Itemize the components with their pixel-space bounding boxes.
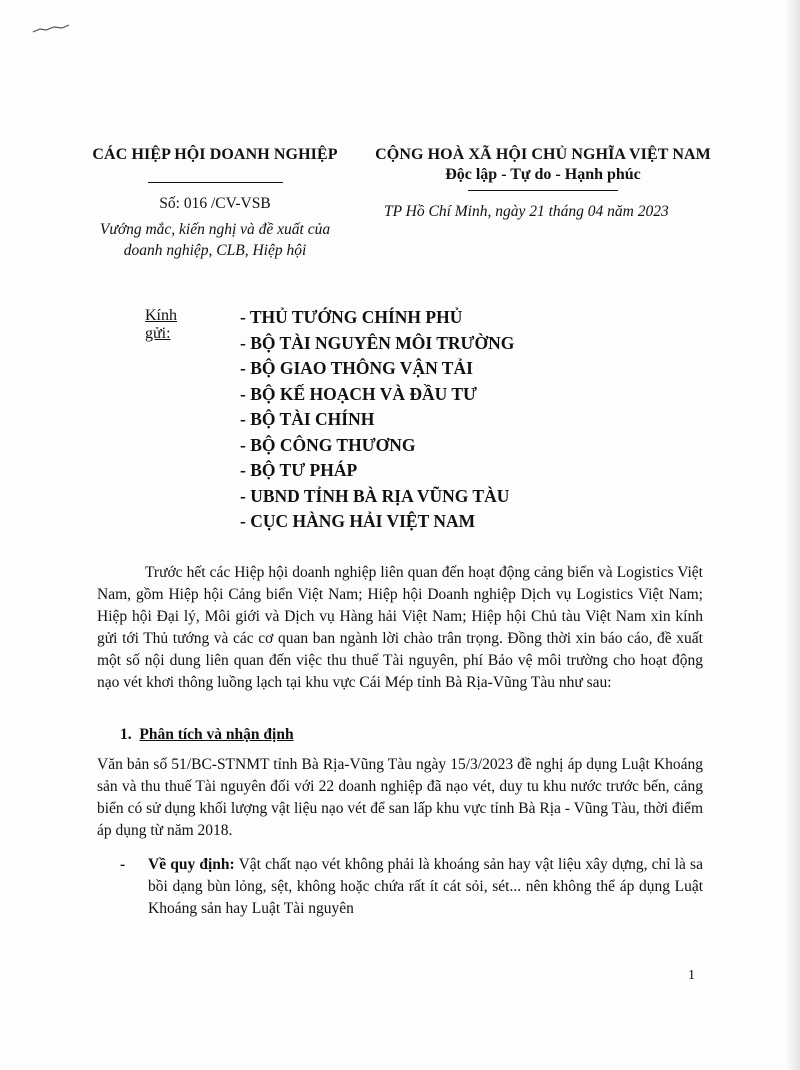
- document-subject: Vướng mắc, kiến nghị và đề xuất của doanh nghiệp, CLB, Hiệp hội: [99, 221, 331, 259]
- recipient-item: - BỘ GIAO THÔNG VẬN TẢI: [240, 358, 473, 378]
- bullet-text: Vật chất nạo vét không phải là khoáng sản hay vật liệu xây dựng, chỉ là sa bồi dạng bùn lỏng, sệt, không hoặc chứa rất ít cát sỏi, sét... nên không thể áp dụng Luật Khoáng sản hay Luật Tài nguyên: [148, 856, 703, 917]
- national-title: CỘNG HOÀ XÃ HỘI CHỦ NGHĨA VIỆT NAM: [375, 146, 711, 163]
- motto-underline: [468, 190, 618, 191]
- bullet-lead: Về quy định:: [148, 856, 235, 873]
- bullet-item: [120, 854, 703, 920]
- header-left: [80, 146, 350, 261]
- national-motto: Độc lập - Tự do - Hạnh phúc: [445, 166, 641, 183]
- recipient-item: - BỘ TÀI CHÍNH: [240, 409, 375, 429]
- recipient-item: - BỘ CÔNG THƯƠNG: [240, 434, 416, 455]
- intro-paragraph: Trước hết các Hiệp hội doanh nghiệp liên quan đến hoạt động cảng biển và Logistics Việt Nam, gồm Hiệp hội Cảng biển Việt Nam; Hiệp hội Doanh nghiệp Dịch vụ Logistics Việt Nam; Hiệp hội Đại lý, Môi giới và Dịch vụ Hàng hải Việt Nam; Hiệp hội Chủ tàu Việt Nam xin kính gửi tới Thủ tướng và các cơ quan ban ngành lời chào trân trọng. Đồng thời xin báo cáo, đề xuất một số nội dung liên quan đến việc thu thuế Tài nguyên, phí Bảo vệ môi trường cho hoạt động nạo vét khơi thông luồng lạch tại khu vực Cái Mép tỉnh Bà Rịa-Vũng Tàu như sau:: [97, 564, 703, 691]
- page-number: 1: [688, 968, 695, 983]
- recipients-list: [240, 305, 660, 535]
- recipient-item: - THỦ TƯỚNG CHÍNH PHỦ: [240, 307, 463, 327]
- section-number: 1.: [120, 726, 132, 743]
- issuer-name: CÁC HIỆP HỘI DOANH NGHIỆP: [92, 146, 338, 163]
- header-right: [358, 146, 728, 191]
- page-edge-shadow: [786, 0, 800, 1070]
- recipients-label: Kính gửi:: [145, 307, 177, 342]
- section-title: Phân tích và nhận định: [139, 726, 294, 743]
- date-line: TP Hồ Chí Minh, ngày 21 tháng 04 năm 2023: [384, 203, 669, 220]
- section-heading: [120, 726, 294, 744]
- recipient-item: - UBND TỈNH BÀ RỊA VŨNG TÀU: [240, 485, 510, 506]
- section-paragraph: Văn bản số 51/BC-STNMT tỉnh Bà Rịa-Vũng Tàu ngày 15/3/2023 đề nghị áp dụng Luật Khoáng sản và thu thuế Tài nguyên đối với 22 doanh nghiệp đã nạo vét, duy tu khu nước trước bến, cảng biển có sử dụng khối lượng vật liệu nạo vét để san lấp khu vực tỉnh Bà Rịa - Vũng Tàu, thời điểm áp dụng từ năm 2018.: [97, 756, 703, 839]
- recipient-item: - BỘ TÀI NGUYÊN MÔI TRƯỜNG: [240, 332, 515, 353]
- bullet-dash: -: [120, 856, 126, 873]
- document-number: Số: 016 /CV-VSB: [159, 195, 271, 212]
- bullet-text-block: [148, 854, 703, 920]
- scan-mark-icon: [32, 24, 70, 34]
- recipient-item: - BỘ KẾ HOẠCH VÀ ĐẦU TƯ: [240, 383, 477, 404]
- issuer-underline: [148, 182, 283, 183]
- recipient-item: - CỤC HÀNG HẢI VIỆT NAM: [240, 511, 476, 531]
- recipient-item: - BỘ TƯ PHÁP: [240, 460, 358, 480]
